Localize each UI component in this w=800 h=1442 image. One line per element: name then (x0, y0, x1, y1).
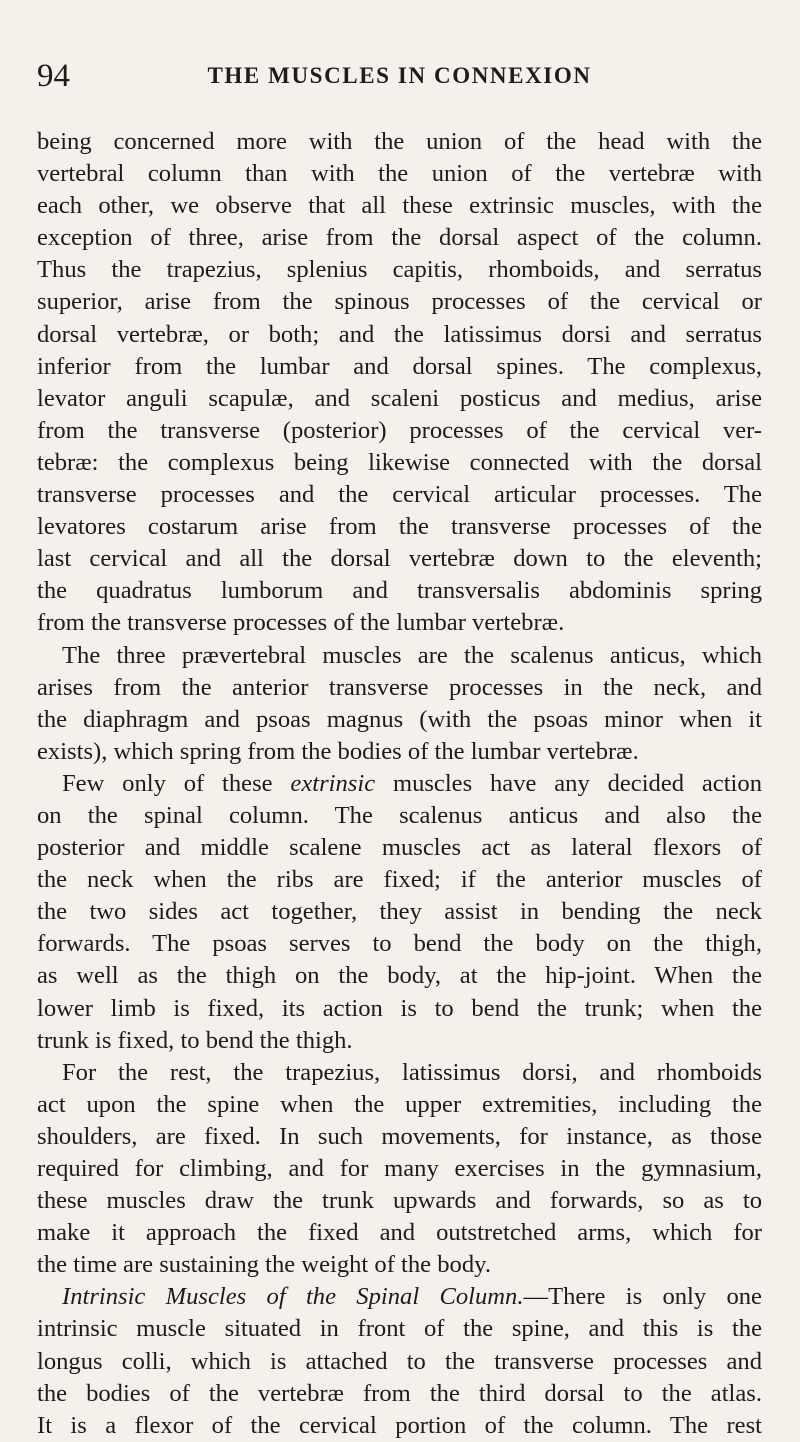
text-line: inferior from the lumbar and dorsal spines. The complexus, (37, 352, 762, 380)
text-line: For the rest, the trapezius, latissimus dorsi, and rhomboids (62, 1058, 762, 1086)
page-header (37, 56, 762, 96)
text-line: being concerned more with the union of the head with the (37, 128, 762, 155)
text-line: the bodies of the vertebræ from the third dorsal to the atlas. (37, 1379, 762, 1407)
text-run: muscles have any decided action (375, 769, 762, 797)
text-line: from the transverse processes of the lumbar vertebræ. (37, 609, 565, 637)
text-line: exists), which spring from the bodies of the lumbar vertebræ. (37, 737, 639, 765)
text-line: It is a flexor of the cervical portion of the column. The rest (37, 1411, 762, 1439)
text-line: levatores costarum arise from the transverse processes of the (37, 513, 762, 541)
text-line: lower limb is fixed, its action is to bend the trunk; when the (37, 994, 762, 1022)
text-line: these muscles draw the trunk upwards and forwards, so as to (37, 1187, 762, 1215)
text-run: —There is only one (523, 1283, 762, 1311)
running-head: THE MUSCLES IN CONNEXION (207, 63, 592, 88)
text-line (37, 768, 762, 800)
text-line: each other, we observe that all these extrinsic muscles, with the (37, 192, 762, 220)
text-line: the quadratus lumborum and transversalis abdominis spring (37, 577, 762, 605)
text-line: the diaphragm and psoas magnus (with the psoas minor when it (37, 705, 762, 733)
text-line: trunk is fixed, to bend the thigh. (37, 1026, 353, 1054)
text-line: required for climbing, and for many exercises in the gymnasium, (37, 1155, 762, 1182)
text-line: shoulders, are fixed. In such movements, for instance, as those (37, 1122, 762, 1150)
text-line: arises from the anterior transverse processes in the neck, and (37, 673, 762, 701)
text-line: on the spinal column. The scalenus anticus and also the (37, 801, 762, 829)
text-line: Thus the trapezius, splenius capitis, rhomboids, and serratus (37, 256, 762, 284)
text-line: as well as the thigh on the body, at the hip-joint. When the (37, 962, 762, 990)
text-line: posterior and middle scalene muscles act as lateral flexors of (37, 834, 762, 862)
text-line: transverse processes and the cervical articular processes. The (37, 481, 762, 509)
text-line: vertebral column than with the union of the vertebræ with (37, 160, 762, 188)
page-number: 94 (37, 58, 70, 94)
text-line: last cervical and all the dorsal vertebræ down to the eleventh; (37, 545, 762, 573)
italic-run: Intrinsic Muscles of the Spinal Column. (62, 1283, 524, 1311)
text-line: the time are sustaining the weight of the body. (37, 1251, 491, 1279)
text-line: tebræ: the complexus being likewise connected with the dorsal (37, 448, 762, 476)
body-text (37, 126, 762, 1442)
text-line: superior, arise from the spinous processes of the cervical or (37, 288, 762, 316)
text-line: make it approach the fixed and outstretched arms, which for (37, 1219, 762, 1247)
text-line: longus colli, which is attached to the transverse processes and (37, 1347, 762, 1375)
text-line: The three prævertebral muscles are the scalenus anticus, which (62, 641, 762, 669)
text-line: intrinsic muscle situated in front of the spine, and this is the (37, 1315, 762, 1343)
text-line: levator anguli scapulæ, and scaleni posticus and medius, arise (37, 384, 762, 412)
italic-run: extrinsic (290, 769, 376, 797)
text-line: dorsal vertebræ, or both; and the latissimus dorsi and serratus (37, 320, 762, 348)
text-line: exception of three, arise from the dorsal aspect of the column. (37, 224, 762, 252)
text-line: act upon the spine when the upper extremities, including the (37, 1090, 762, 1118)
text-line: from the transverse (posterior) processes of the cervical ver- (37, 416, 762, 444)
text-line: the neck when the ribs are fixed; if the anterior muscles of (37, 866, 762, 894)
text-line: the two sides act together, they assist in bending the neck (37, 898, 762, 926)
text-run: Few only of these (62, 769, 291, 797)
text-line (37, 1281, 762, 1313)
text-line: forwards. The psoas serves to bend the body on the thigh, (37, 930, 762, 958)
